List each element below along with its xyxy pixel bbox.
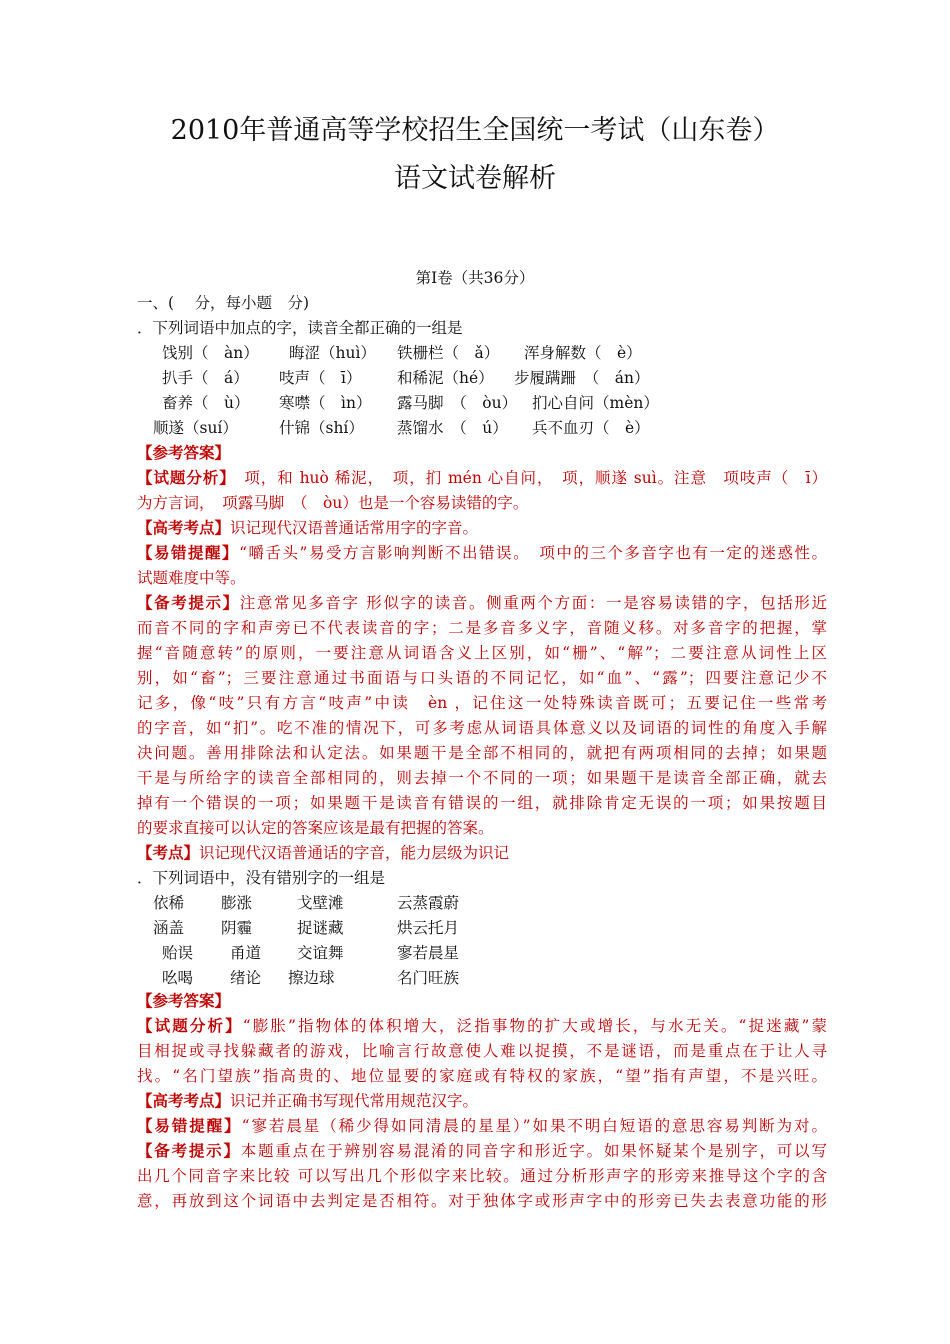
q1-option-d4: 兵不血刃（ è） <box>532 419 650 437</box>
q1-warning-line-2: 试题难度中等。 <box>137 569 246 587</box>
q2-option-d1: 吆喝 <box>162 969 194 987</box>
q1-kaodian <box>137 842 827 864</box>
q1-stem: ．下列词语中加点的字，读音全都正确的一组是 <box>137 319 463 337</box>
q1-answer-label <box>137 442 827 464</box>
q2-stem: ．下列词语中，没有错别字的一组是 <box>137 869 386 887</box>
q2-option-a2: 膨涨 <box>221 894 253 912</box>
q2-option-c1: 贻误 <box>162 944 194 962</box>
analysis-tag: 【试题分析】 <box>137 1016 243 1035</box>
q2-answer-label <box>137 990 827 1012</box>
q2-tip-line-1 <box>137 1140 827 1162</box>
q1-tip-line-1 <box>137 592 827 614</box>
q2-option-b3: 捉谜藏 <box>297 919 344 937</box>
q1-tip-line-10: 的要求直接可以认定的答案应该是最有把握的答案。 <box>137 819 494 837</box>
q1-option-a1: 饯别（ àn） <box>162 344 259 362</box>
q1-option-a2: 晦涩（huì） <box>289 344 376 362</box>
q1-tip-line-6: 的字音，如“扪”。吃不准的情况下，可多考虑从词语具体意义以及词语的词性的角度入手解 <box>137 719 827 737</box>
q2-option-b2: 阴霾 <box>221 919 253 937</box>
q1-tip-line-7: 决问题。善用排除法和认定法。如果题干是全部不相同的，就把有两项相同的去掉；如果题 <box>137 744 827 762</box>
q2-option-a1: 依稀 <box>153 894 185 912</box>
q2-exam-point <box>137 1090 827 1112</box>
kaodian-tag: 【考点】 <box>137 843 200 862</box>
kaodian-text: 识记现代汉语普通话的字音，能力层级为识记 <box>199 844 510 862</box>
point-text: 识记现代汉语普通话常用字的字音。 <box>230 519 479 537</box>
warn-text: “嚼舌头”易受方言影响判断不出错误。 项中的三个多音字也有一定的迷惑性。 <box>239 544 827 562</box>
q2-tip-line-2: 出几个同音字来比较 可以写出几个形似字来比较。通过分析形声字的形旁来推导这个字的含 <box>137 1167 827 1185</box>
q1-option-d3: 蒸馏水 （ ú） <box>397 419 508 437</box>
q2-analysis-line-2: 目相捉或寻找躲藏者的游戏，比喻言行故意使人难以捉摸，不是谜语，而是重点在于让人寻 <box>137 1042 827 1060</box>
document-subtitle: 语文试卷解析 <box>394 163 556 194</box>
point-tag: 【高考考点】 <box>137 518 231 537</box>
q1-option-c1: 畜养（ ù） <box>162 394 250 412</box>
q1-tip-line-5: 记多，像“吱”只有方言“吱声”中读 èn ，记住这一处特殊读音既可；五要记住一些常考 <box>137 694 827 712</box>
tip-tag: 【备考提示】 <box>137 1141 241 1160</box>
q2-option-d4: 名门旺族 <box>397 969 460 987</box>
warn-tag: 【易错提醒】 <box>137 1116 242 1135</box>
q1-option-b2: 吱声（ ī） <box>279 369 362 387</box>
analysis-text: “膨胀”指物体的体积增大，泛指事物的扩大或增长，与水无关。“捉迷藏”蒙 <box>242 1017 827 1035</box>
q2-option-c3: 交谊舞 <box>297 944 344 962</box>
q2-option-b1: 涵盖 <box>153 919 185 937</box>
tip-text: 本题重点在于辨别容易混淆的同音字和形近字。如果怀疑某个是别字，可以写 <box>240 1142 827 1160</box>
q1-exam-point <box>137 517 827 539</box>
q1-tip-line-2: 而音不同的字和声旁已不代表读音的字；二是多音多义字，音随义移。对多音字的把握，掌 <box>137 619 827 637</box>
q2-analysis-line-1 <box>137 1015 827 1037</box>
q1-option-c3: 露马脚 （ òu） <box>397 394 518 412</box>
q1-option-c2: 寒噤（ ìn） <box>279 394 372 412</box>
q1-option-b1: 扒手（ á） <box>162 369 249 387</box>
q2-option-d3: 擦边球 <box>288 969 335 987</box>
analysis-tag: 【试题分析】 <box>137 468 228 487</box>
tip-tag: 【备考提示】 <box>137 593 240 612</box>
q1-tip-line-9: 掉有一个错误的一项；如果题干是读音有错误的一组，就排除肯定无误的一项；如果按题目 <box>137 794 827 812</box>
answer-tag: 【参考答案】 <box>137 443 231 462</box>
q2-option-d2: 绪论 <box>230 969 262 987</box>
q1-analysis-line-2: 为方言词， 项露马脚 （ òu）也是一个容易读错的字。 <box>137 494 529 512</box>
q1-option-d2: 什锦（shí） <box>279 419 364 437</box>
part-heading: 一、( 分，每小题 分) <box>137 294 310 312</box>
tip-text: 注意常见多音字 形似字的读音。侧重两个方面：一是容易读错的字，包括形近 <box>239 594 827 612</box>
q1-warning-line-1 <box>137 542 827 564</box>
q2-option-c2: 甬道 <box>230 944 262 962</box>
point-tag: 【高考考点】 <box>137 1091 231 1110</box>
point-text: 识记并正确书写现代常用规范汉字。 <box>230 1092 479 1110</box>
warn-text: “寥若晨星（稀少得如同清晨的星星）”如果不明白短语的意思容易判断为对。 <box>241 1117 827 1135</box>
q2-option-c4: 寥若晨星 <box>397 944 460 962</box>
section-heading: 第Ⅰ卷（共36分） <box>415 269 535 287</box>
answer-tag: 【参考答案】 <box>137 991 231 1010</box>
q1-option-a3: 铁栅栏（ ǎ） <box>397 344 500 362</box>
warn-tag: 【易错提醒】 <box>137 543 240 562</box>
q1-tip-line-3: 握“音随意转”的原则，一要注意从词语含义上区别，如“栅”、“解”；二要注意从词性上区 <box>137 644 827 662</box>
q1-option-b3: 和稀泥（hé） <box>397 369 494 387</box>
q1-analysis-line-1 <box>137 467 827 489</box>
q1-option-d1: 顺遂（suí） <box>153 419 238 437</box>
q1-tip-line-8: 干是与所给字的读音全部相同的，则去掉一个不同的一项；如果题干是读音全部正确，就去 <box>137 769 827 787</box>
q2-analysis-line-3: 找。“名门望族”指高贵的、地位显要的家庭或有特权的家族，“望”指有声望，不是兴旺。 <box>137 1067 827 1085</box>
document-title: 2010年普通高等学校招生全国统一考试（山东卷） <box>170 115 780 146</box>
q2-option-b4: 烘云托月 <box>397 919 460 937</box>
q2-tip-line-3: 意，再放到这个词语中去判定是否相符。对于独体字或形声字中的形旁已失去表意功能的形 <box>137 1192 827 1210</box>
q2-warning <box>137 1115 827 1137</box>
q1-tip-line-4: 别，如“畜”；三要注意通过书面语与口头语的不同记忆，如“血”、“露”；四要注意记少不 <box>137 669 827 687</box>
q1-option-b4: 步履蹒跚 （ án） <box>514 369 650 387</box>
q2-option-a3: 戈壁滩 <box>297 894 344 912</box>
q2-option-a4: 云蒸霞蔚 <box>397 894 460 912</box>
q1-option-c4: 扪心自问（mèn） <box>532 394 659 412</box>
analysis-text: 项，和 huò 稀泥， 项，扪 mén 心自问， 项，顺遂 suì。注意 项吱声（ ī） <box>227 469 827 487</box>
q1-option-a4: 浑身解数（ è） <box>524 344 642 362</box>
